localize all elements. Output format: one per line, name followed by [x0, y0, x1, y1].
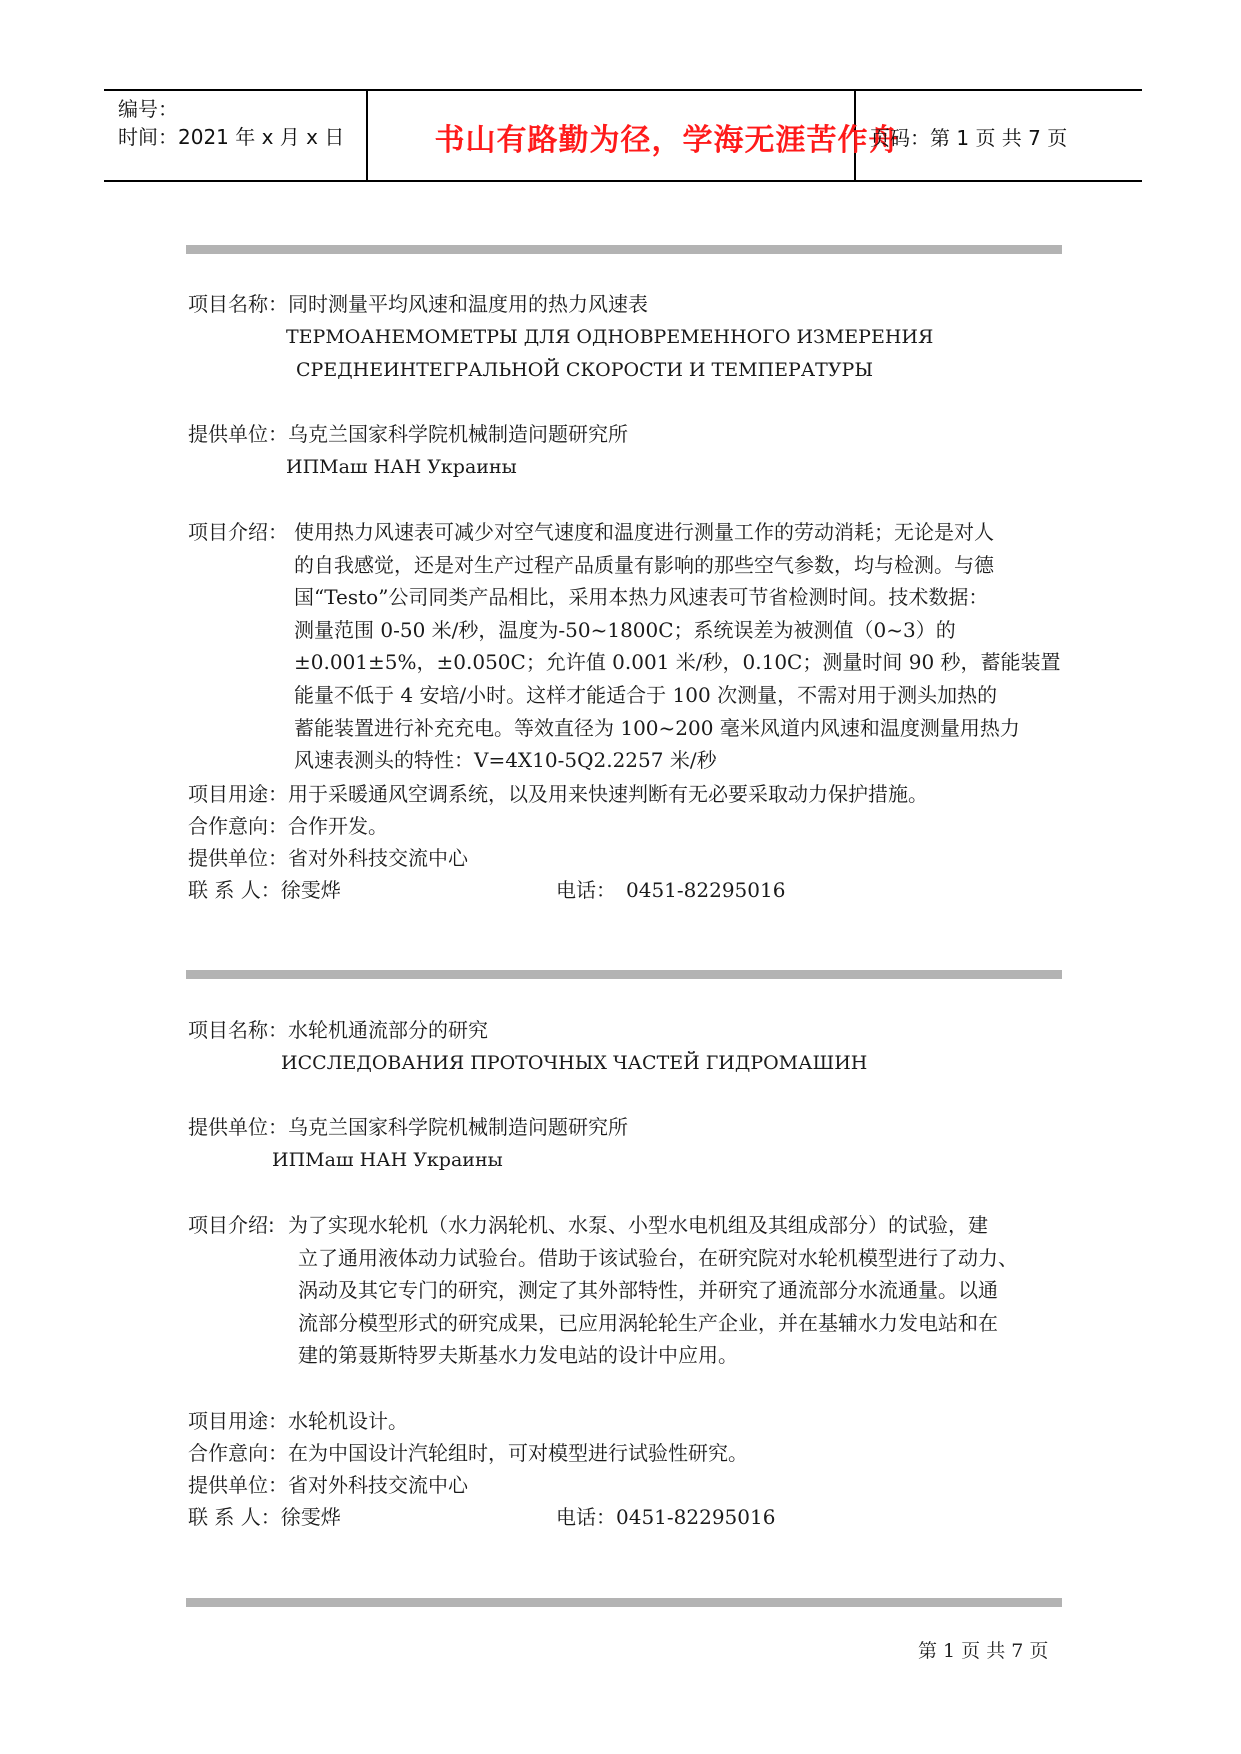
project2-name-label: 项目名称：	[188, 1018, 288, 1042]
project1-phone-label: 电话：	[556, 878, 616, 902]
project1-contact	[188, 874, 341, 906]
header-page-info: 页码：第 1 页 共 7 页	[870, 126, 1068, 150]
project2-coop-label: 合作意向：	[188, 1441, 288, 1465]
section-separator	[186, 1598, 1062, 1607]
project2-provider2-text: 省对外科技交流中心	[288, 1473, 468, 1497]
project2-provider	[188, 1111, 628, 1143]
project1-contact-label: 联 系 人：	[188, 878, 281, 902]
project1-provider	[188, 418, 628, 450]
project2-coop	[188, 1437, 748, 1469]
project2-intro	[288, 1209, 1018, 1372]
project2-intro-label: 项目介绍:	[188, 1213, 275, 1237]
intro-line: 立了通用液体动力试验台。借助于该试验台，在研究院对水轮机模型进行了动力、	[298, 1245, 1018, 1270]
document-header	[104, 89, 1142, 182]
project2-provider-cn: 乌克兰国家科学院机械制造问题研究所	[288, 1115, 628, 1139]
project1-name-ru-1: ТЕРМОАНЕМОМЕТРЫ ДЛЯ ОДНОВРЕМЕННОГО ИЗМЕРЕНИЯ	[286, 326, 934, 348]
project2-use-text: 水轮机设计。	[288, 1409, 408, 1433]
project1-contact-name: 徐雯烨	[280, 878, 341, 902]
project1-name-ru-2: СРЕДНЕИНТЕГРАЛЬНОЙ СКОРОСТИ И ТЕМПЕРАТУРЫ	[296, 359, 874, 381]
project2-contact-label: 联 系 人：	[188, 1505, 281, 1529]
project2-contact	[188, 1501, 341, 1533]
intro-line: ±0.001±5%，±0.050C；允许值 0.001 米/秒，0.10C；测量时间 90 秒，蓄能装置	[294, 650, 1061, 675]
project2-provider2-label: 提供单位：	[188, 1473, 288, 1497]
project1-provider-cn: 乌克兰国家科学院机械制造问题研究所	[288, 422, 628, 446]
project2-contact-name: 徐雯烨	[280, 1505, 341, 1529]
project1-coop-label: 合作意向：	[188, 814, 288, 838]
project2-provider-label: 提供单位：	[188, 1115, 288, 1139]
project2-name	[188, 1014, 488, 1046]
intro-line: 为了实现水轮机（水力涡轮机、水泵、小型水电机组及其组成部分）的试验，建	[288, 1213, 988, 1237]
project1-provider-label: 提供单位：	[188, 422, 288, 446]
intro-line: 使用热力风速表可减少对空气速度和温度进行测量工作的劳动消耗；无论是对人	[294, 520, 994, 544]
project1-phone	[556, 874, 785, 906]
intro-line: 涡动及其它专门的研究，测定了其外部特性，并研究了通流部分水流通量。以通	[298, 1278, 998, 1303]
project1-name-cn: 同时测量平均风速和温度用的热力风速表	[288, 292, 648, 316]
project1-provider-ru: ИПМаш НАН Украины	[286, 456, 517, 478]
project1-use-label: 项目用途：	[188, 782, 288, 806]
project2-phone-number: 0451-82295016	[616, 1505, 776, 1529]
header-bottom-rule	[104, 180, 1142, 182]
project2-coop-text: 在为中国设计汽轮组时，可对模型进行试验性研究。	[288, 1441, 748, 1465]
project1-intro-label: 项目介绍：	[188, 520, 288, 544]
header-divider-left	[366, 89, 368, 182]
project2-provider-ru: ИПМаш НАН Украины	[272, 1149, 503, 1171]
project1-use-text: 用于采暖通风空调系统，以及用来快速判断有无必要采取动力保护措施。	[288, 782, 928, 806]
project2-use	[188, 1405, 408, 1437]
project1-provider2-label: 提供单位：	[188, 846, 288, 870]
project1-coop-text: 合作开发。	[288, 814, 388, 838]
project2-name-cn: 水轮机通流部分的研究	[288, 1018, 488, 1042]
intro-line: 建的第聂斯特罗夫斯基水力发电站的设计中应用。	[298, 1343, 738, 1368]
intro-line: 流部分模型形式的研究成果，已应用涡轮轮生产企业，并在基辅水力发电站和在	[298, 1310, 998, 1335]
project1-phone-number: 0451-82295016	[626, 878, 786, 902]
intro-line: 测量范围 0-50 米/秒，温度为-50~1800C；系统误差为被测值（0~3）的	[294, 617, 956, 642]
project2-phone	[556, 1501, 775, 1533]
page-footer: 第 1 页 共 7 页	[918, 1640, 1049, 1662]
project2-use-label: 项目用途：	[188, 1409, 288, 1433]
project2-provider2	[188, 1469, 468, 1501]
section-separator	[186, 970, 1062, 979]
project1-intro	[294, 516, 1061, 777]
intro-line: 蓄能装置进行补充充电。等效直径为 100~200 毫米风道内风速和温度测量用热力	[294, 715, 1020, 740]
project1-coop	[188, 810, 388, 842]
project2-phone-label: 电话：	[556, 1505, 616, 1529]
header-top-rule	[104, 89, 1142, 91]
project1-name-label: 项目名称：	[188, 292, 288, 316]
intro-line: 的自我感觉，还是对生产过程产品质量有影响的那些空气参数，均与检测。与德	[294, 552, 994, 577]
section-separator	[186, 245, 1062, 254]
project2-name-ru: ИССЛЕДОВАНИЯ ПРОТОЧНЫХ ЧАСТЕЙ ГИДРОМАШИН	[281, 1052, 868, 1074]
project1-provider2	[188, 842, 468, 874]
intro-line: 能量不低于 4 安培/小时。这样才能适合于 100 次测量，不需对用于测头加热的	[294, 682, 998, 707]
header-meta	[118, 95, 344, 151]
date-label: 时间：2021 年 x 月 x 日	[118, 125, 345, 149]
header-motto: 书山有路勤为径，学海无涯苦作舟	[434, 123, 900, 158]
intro-line: 国“Testo”公司同类产品相比，采用本热力风速表可节省检测时间。技术数据：	[294, 585, 989, 610]
serial-number-label: 编号：	[118, 97, 178, 121]
project1-provider2-text: 省对外科技交流中心	[288, 846, 468, 870]
intro-line: 风速表测头的特性：V=4X10-5Q2.2257 米/秒	[294, 748, 717, 773]
project1-use	[188, 778, 928, 810]
project1-name	[188, 288, 648, 320]
